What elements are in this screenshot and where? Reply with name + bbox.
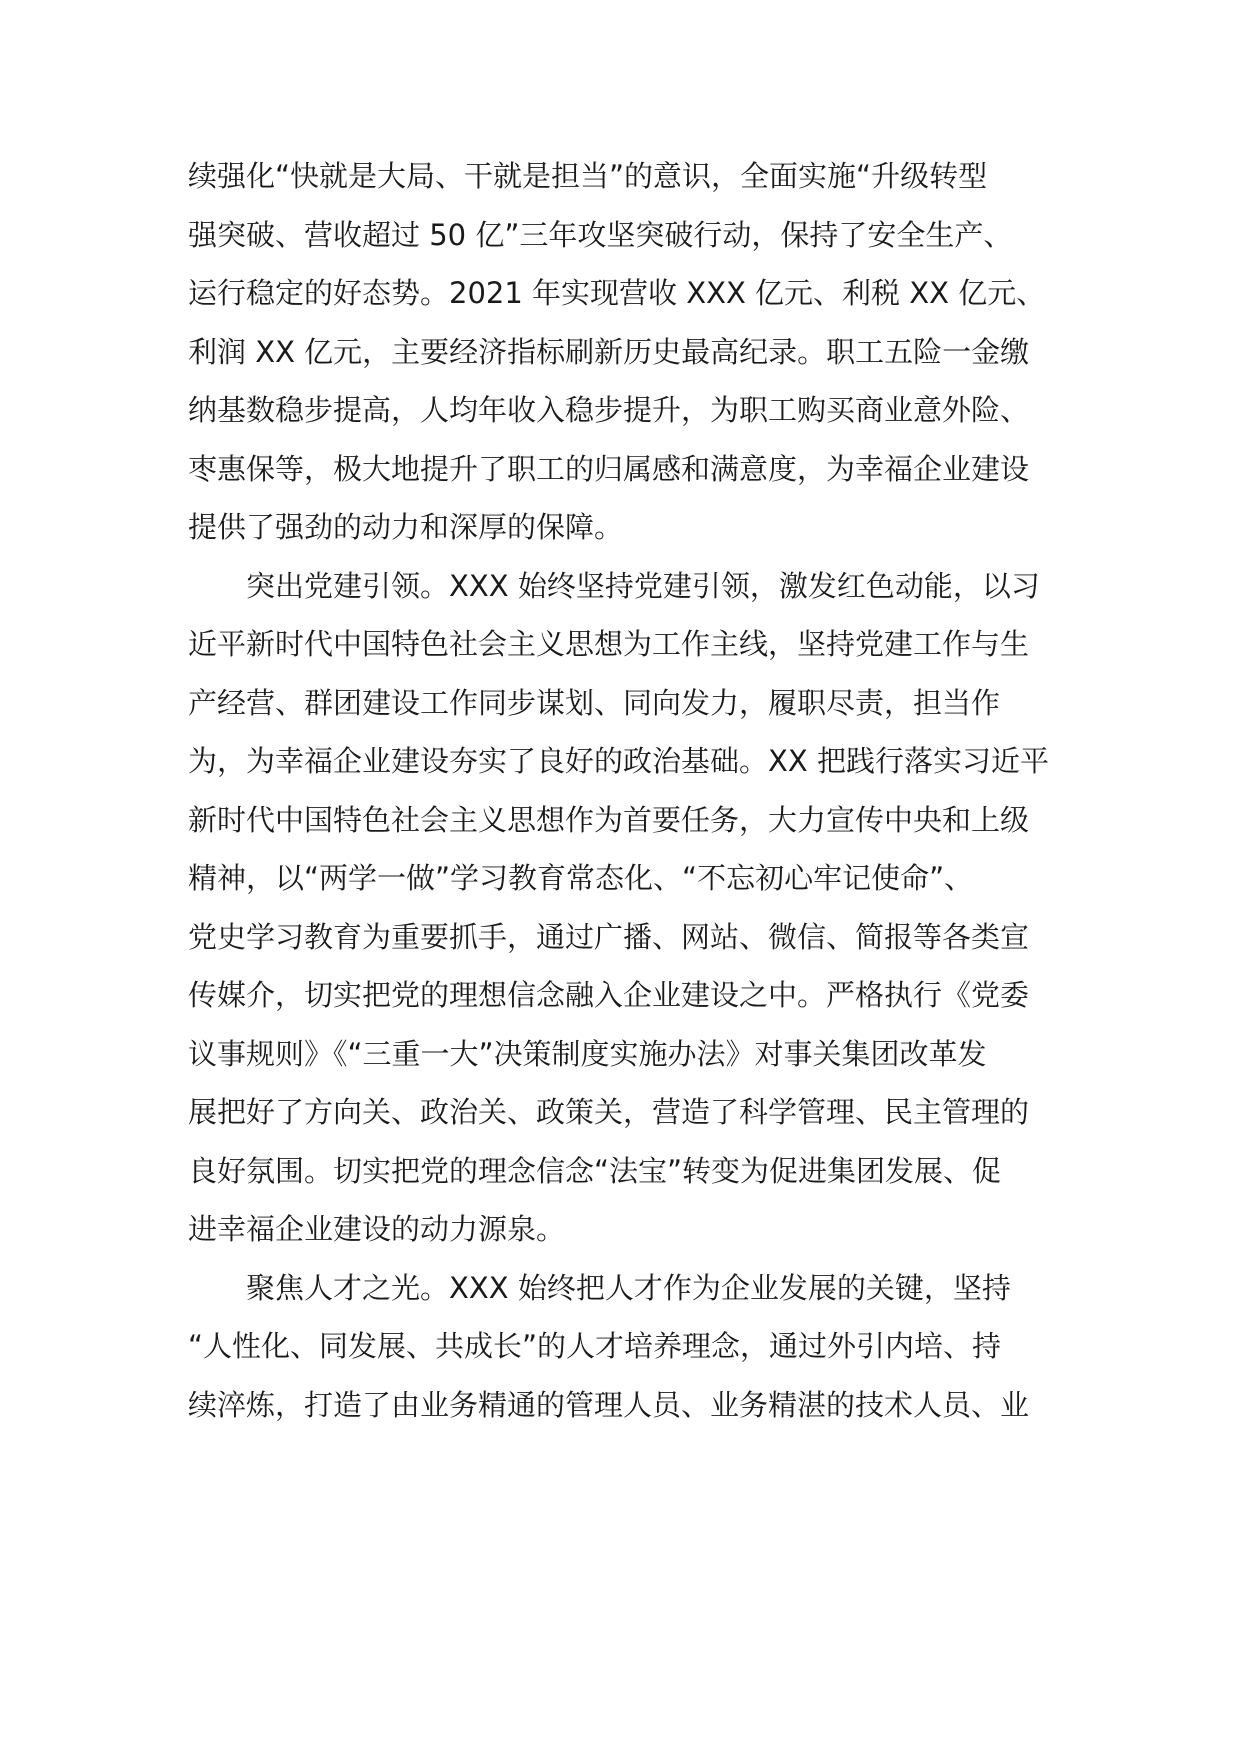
- text-line-17: 展把好了方向关、政治关、政策关，营造了科学管理、民主管理的: [188, 1095, 1030, 1129]
- text-line-16: 议事规则》《“三重一大”决策制度实施办法》对事关集团改革发: [188, 1037, 987, 1071]
- text-line-19: 进幸福企业建设的动力源泉。: [188, 1212, 566, 1246]
- text-line-3: 运行稳定的好态势。2021 年实现营收 XXX 亿元、利税 XX 亿元、: [188, 276, 1046, 310]
- text-line-11: 为，为幸福企业建设夯实了良好的政治基础。XX 把践行落实习近平: [188, 744, 1049, 778]
- text-line-15: 传媒介，切实把党的理想信念融入企业建设之中。严格执行《党委: [188, 978, 1030, 1012]
- text-line-10: 产经营、群团建设工作同步谋划、同向发力，履职尽责，担当作: [188, 686, 1001, 720]
- text-line-21: “人性化、同发展、共成长”的人才培养理念，通过外引内培、持: [188, 1329, 1002, 1363]
- paragraph-2-first-line: 突出党建引领。XXX 始终坚持党建引领，激发红色动能，以习: [246, 569, 1040, 603]
- text-line-12: 新时代中国特色社会主义思想作为首要任务，大力宣传中央和上级: [188, 803, 1030, 837]
- text-line-14: 党史学习教育为重要抓手，通过广播、网站、微信、简报等各类宣: [188, 920, 1030, 954]
- text-line-13: 精神，以“两学一做”学习教育常态化、“不忘初心牢记使命”、: [188, 861, 974, 895]
- text-line-6: 枣惠保等，极大地提升了职工的归属感和满意度，为幸福企业建设: [188, 452, 1030, 486]
- text-line-18: 良好氛围。切实把党的理念信念“法宝”转变为促进集团发展、促: [188, 1154, 1002, 1188]
- text-line-4: 利润 XX 亿元，主要经济指标刷新历史最高纪录。职工五险一金缴: [188, 335, 1030, 369]
- text-line-9: 近平新时代中国特色社会主义思想为工作主线，坚持党建工作与生: [188, 627, 1030, 661]
- text-line-1: 续强化“快就是大局、干就是担当”的意识，全面实施“升级转型: [188, 159, 988, 193]
- text-line-22: 续淬炼，打造了由业务精通的管理人员、业务精湛的技术人员、业: [188, 1388, 1030, 1422]
- text-line-5: 纳基数稳步提高，人均年收入稳步提升，为职工购买商业意外险、: [188, 393, 1030, 427]
- text-line-2: 强突破、营收超过 50 亿”三年攻坚突破行动，保持了安全生产、: [188, 218, 1013, 252]
- text-line-7: 提供了强劲的动力和深厚的保障。: [188, 510, 624, 544]
- paragraph-3-first-line: 聚焦人才之光。XXX 始终把人才作为企业发展的关键，坚持: [246, 1271, 1011, 1305]
